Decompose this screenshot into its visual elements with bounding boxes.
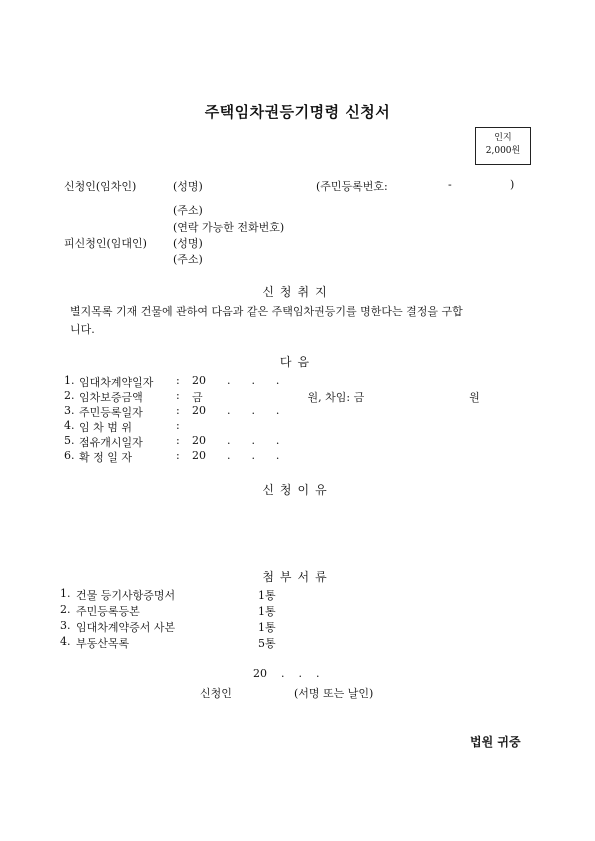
attachment-count: 5통 [258, 637, 276, 650]
applicant-id-label: (주민등록번호: [316, 180, 388, 193]
detail-number: 2. [64, 389, 75, 402]
detail-label: 확 정 일 자 [79, 451, 132, 464]
detail-label: 임차보증금액 [79, 391, 143, 404]
court-addressee: 법원 귀중 [470, 735, 521, 749]
document-title: 주택임차권등기명령 신청서 [204, 103, 391, 121]
detail-number: 4. [64, 419, 75, 432]
detail-colon: : [176, 449, 180, 462]
signature-seal-note: (서명 또는 날인) [294, 687, 374, 700]
attachment-number: 2. [60, 603, 71, 616]
detail-label: 주민등록일자 [79, 406, 143, 419]
detail-label: 임 차 범 위 [79, 421, 132, 434]
attachment-label: 건물 등기사항증명서 [76, 589, 176, 602]
applicant-phone-label: (연락 가능한 전화번호) [173, 221, 285, 234]
attachments-heading: 첨부서류 [262, 570, 333, 584]
detail-value: 20 . . . [192, 449, 280, 462]
detail-number: 6. [64, 449, 75, 462]
signature-applicant-label: 신청인 [200, 687, 232, 700]
attachment-count: 1통 [258, 605, 276, 618]
respondent-address-label: (주소) [173, 253, 203, 266]
details-heading: 다음 [279, 355, 316, 369]
detail-number: 3. [64, 404, 75, 417]
attachment-count: 1통 [258, 621, 276, 634]
signature-date: 20 . . . [253, 667, 320, 680]
applicant-address-label: (주소) [173, 204, 203, 217]
detail-colon: : [176, 419, 180, 432]
reason-heading: 신청이유 [262, 483, 333, 497]
applicant-name-label: (성명) [173, 180, 203, 193]
detail-colon: : [176, 434, 180, 447]
attachment-number: 4. [60, 635, 71, 648]
detail-label: 임대차계약일자 [79, 376, 154, 389]
detail-colon: : [176, 374, 180, 387]
purpose-text-line1: 별지목록 기재 건물에 관하여 다음과 같은 주택임차권등기를 명한다는 결정을 구합 [70, 305, 463, 318]
detail-colon: : [176, 389, 180, 402]
attachment-number: 3. [60, 619, 71, 632]
detail-value: 20 . . . [192, 434, 280, 447]
stamp-label: 인지 [494, 133, 512, 143]
detail-number: 5. [64, 434, 75, 447]
purpose-heading: 신청취지 [262, 285, 333, 299]
applicant-id-dash: - [448, 178, 452, 191]
revenue-stamp-box [475, 127, 531, 165]
attachment-count: 1통 [258, 589, 276, 602]
attachment-number: 1. [60, 587, 71, 600]
applicant-role: 신청인(임차인) [64, 180, 137, 193]
attachment-label: 임대차계약증서 사본 [76, 621, 176, 634]
detail-value: 20 . . . [192, 404, 280, 417]
stamp-amount: 2,000원 [485, 146, 521, 156]
respondent-role: 피신청인(임대인) [64, 237, 147, 250]
applicant-id-close: ) [510, 178, 515, 191]
detail-colon: : [176, 404, 180, 417]
purpose-text-line2: 니다. [70, 323, 95, 336]
detail-number: 1. [64, 374, 75, 387]
detail-value: 금 원, 차임: 금 원 [192, 391, 480, 404]
attachment-label: 주민등록등본 [76, 605, 140, 618]
detail-label: 점유개시일자 [79, 436, 143, 449]
respondent-name-label: (성명) [173, 237, 203, 250]
attachment-label: 부동산목록 [76, 637, 130, 650]
detail-value: 20 . . . [192, 374, 280, 387]
